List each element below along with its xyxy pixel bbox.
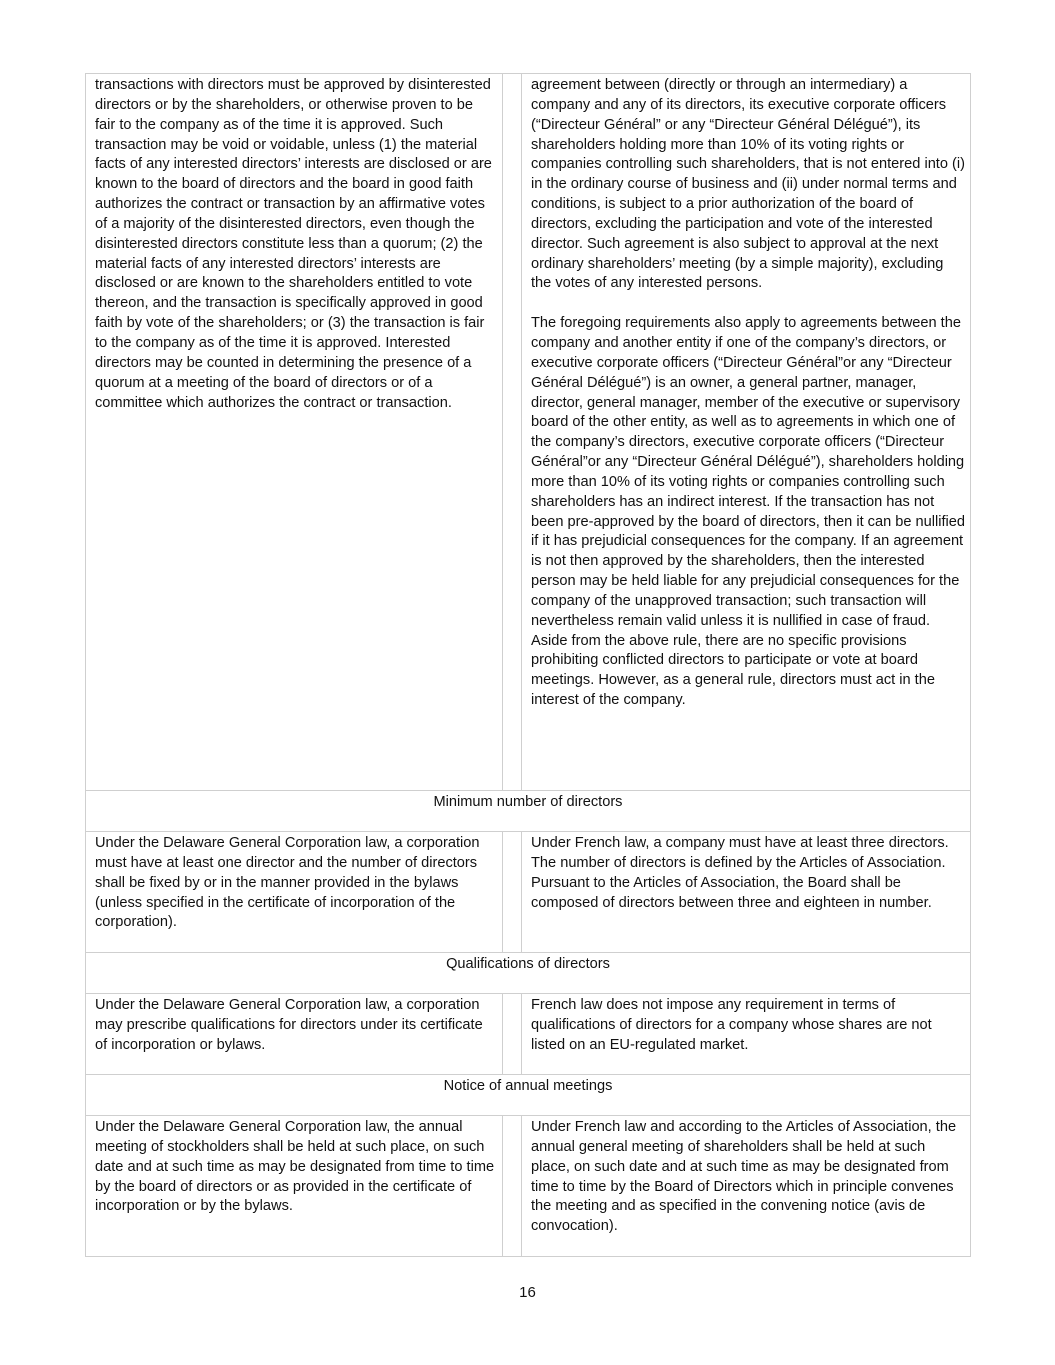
delaware-min-directors-text: Under the Delaware General Corporation law, a corporation must have at least one director and the number of directors shall be fixed by or in the manner provided in the bylaws (unless specified in the certificate of incorporation of the corporation). — [95, 835, 480, 931]
delaware-cell — [86, 74, 503, 791]
french-conflict-text-1: agreement between (directly or through an intermediary) a company and any of its directors, its executive corporate officers (“Directeur Général” or any “Directeur Général Délégué”), its shareholders holding more than 10% of its voting rights or companies controlling such shareholders, that is not entered into (i) in the ordinary course of business and (ii) under normal terms and conditions, is subject to a prior authorization of the board of directors, excluding the participation and vote of the interested director. Such agreement is also subject to approval at the next ordinary shareholders’ meeting (by a simple majority), excluding the votes of any interested persons. — [531, 77, 965, 292]
delaware-conflict-text: transactions with directors must be approved by disinterested directors or by the shareholders, or otherwise proven to be fair to the company as of the time it is approved. Such transaction may be void or voidable, unless (1) the material facts of any interested directors’ interests are disclosed or are known to the board of directors and the board in good faith authorizes the contract or transaction by an affirmative votes of a majority of the disinterested directors, even though the disinterested directors constitute less than a quorum; (2) the material facts of any interested directors’ interests are disclosed or are known to the shareholders entitled to vote thereon, and the transaction is specifically approved in good faith by vote of the shareholders; or (3) the transaction is fair to the company as of the time it is approved. Interested directors may be counted in determining the presence of a quorum at a meeting of the board of directors or of a committee which authorizes the contract or transaction. — [95, 77, 492, 411]
page-number: 16 — [519, 1284, 536, 1301]
french-cell — [522, 74, 971, 791]
french-min-directors-text: Under French law, a company must have at least three directors. The number of directors is defined by the Articles of Association. Pursuant to the Articles of Association, the Board shall be composed of directors between three and eighteen in number. — [531, 835, 949, 911]
comparison-table — [85, 73, 971, 1257]
gap-cell — [503, 1116, 522, 1257]
section-heading-qualifications: Qualifications of directors — [86, 953, 971, 994]
section-heading-row — [86, 791, 971, 832]
french-cell — [522, 1116, 971, 1257]
delaware-cell — [86, 832, 503, 953]
french-qualifications-text: French law does not impose any requirement in terms of qualifications of directors for a company whose shares are not listed on an EU-regulated market. — [531, 997, 932, 1053]
gap-cell — [503, 994, 522, 1075]
french-conflict-text-2: The foregoing requirements also apply to agreements between the company and another entity if one of the company’s directors, or executive corporate officers (“Directeur Général”or any “Directeur Général Délégué”) is an owner, a general partner, manager, director, general manager, member of the executive or supervisory board of the other entity, as well as to agreements in which one of the company’s directors, executive corporate officers (“Directeur Général”or any “Directeur Général Délégué”), shareholders holding more than 10% of its voting rights or companies controlling such shareholders has an indirect interest. If the transaction has not been pre-approved by the board of directors, then it can be nullified if it has prejudicial consequences for the company. If an agreement is not then approved by the shareholders, then the interested person may be held liable for any prejudicial consequences for the company of the unapproved transaction; such transaction will nevertheless remain valid unless it is nullified in case of fraud. Aside from the above rule, there are no specific provisions prohibiting conflicted directors to participate or vote at board meetings. However, as a general rule, directors must act in the interest of the company. — [531, 315, 966, 709]
french-notice-text: Under French law and according to the Articles of Association, the annual general meeting of shareholders shall be held at such place, on such date and at such time as may be designated from time to time by the Board of Directors which in principle convenes the meeting and as specified in the convening notice (avis de convocation). — [531, 1119, 957, 1235]
section-heading-notice-meetings: Notice of annual meetings — [86, 1075, 971, 1116]
section-heading-row — [86, 1075, 971, 1116]
gap-cell — [503, 832, 522, 953]
table-row-qualifications — [86, 994, 971, 1075]
table-row-min-directors — [86, 832, 971, 953]
delaware-cell — [86, 1116, 503, 1257]
french-cell — [522, 832, 971, 953]
gap-cell — [503, 74, 522, 791]
section-heading-min-directors: Minimum number of directors — [86, 791, 971, 832]
table-row-conflict-of-interest — [86, 74, 971, 791]
delaware-cell — [86, 994, 503, 1075]
section-heading-row — [86, 953, 971, 994]
delaware-qualifications-text: Under the Delaware General Corporation law, a corporation may prescribe qualifications for directors under its certificate of incorporation or bylaws. — [95, 997, 483, 1053]
delaware-notice-text: Under the Delaware General Corporation law, the annual meeting of stockholders shall be held at such place, on such date and at such time as may be designated from time to time by the board of directors or as provided in the certificate of incorporation or by the bylaws. — [95, 1119, 495, 1215]
table-row-notice-meetings — [86, 1116, 971, 1257]
french-cell — [522, 994, 971, 1075]
